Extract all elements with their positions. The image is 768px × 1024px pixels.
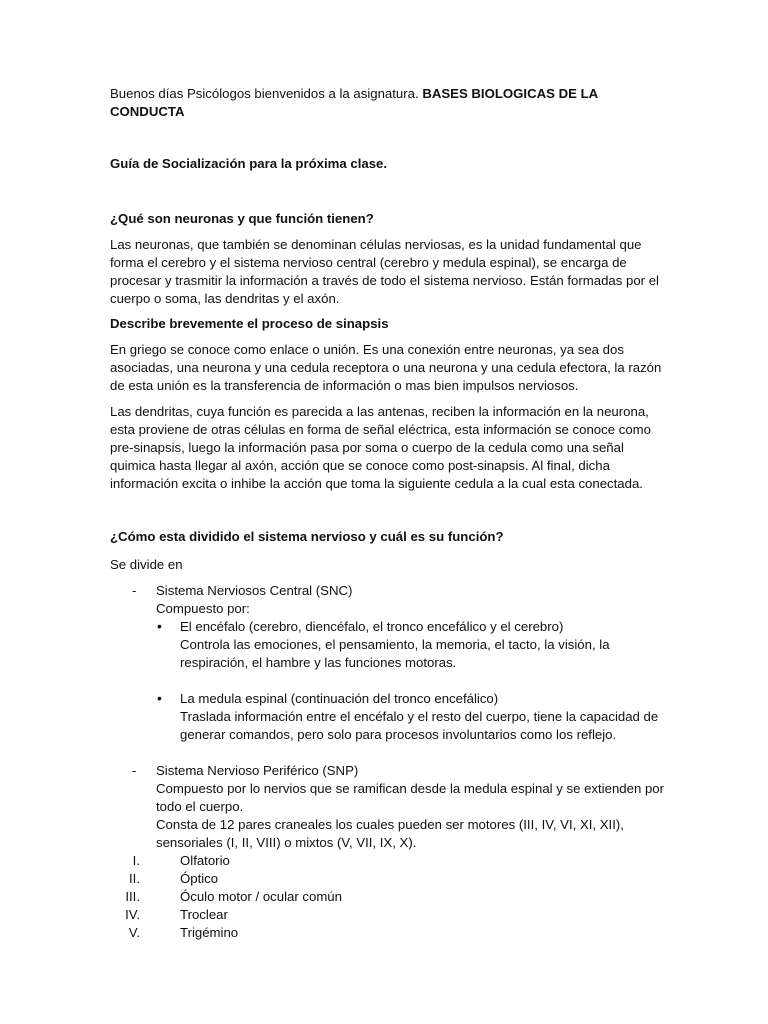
intro-line	[110, 85, 660, 121]
text-line: cuerpo o soma, las dendritas y el axón.	[110, 291, 340, 306]
answer-neuronas	[110, 236, 660, 308]
text-line: sensoriales (I, II, VIII) o mixtos (V, VII, IX, X).	[156, 835, 417, 850]
roman-numeral: IV.	[125, 907, 140, 922]
nerve-item	[110, 852, 660, 870]
snp-title: Sistema Nervioso Periférico (SNP)	[156, 763, 359, 778]
roman-numeral: III.	[125, 889, 140, 904]
question-sinapsis: Describe brevemente el proceso de sinapsis	[110, 316, 389, 331]
nerve-item	[110, 906, 660, 924]
nerve-name: Trigémino	[180, 925, 239, 940]
text-line: Consta de 12 pares craneales los cuales pueden ser motores (III, IV, VI, XI, XII),	[156, 817, 624, 832]
text-line: respiración, el hambre y las funciones motoras.	[180, 655, 457, 670]
bullet-item-encefalo	[110, 618, 660, 672]
document-page	[110, 85, 665, 942]
nerve-item	[110, 888, 660, 906]
text-line: pre-sinapsis, luego la información pasa por soma o cuerpo de la cedula como una señal	[110, 440, 624, 455]
text-line: procesar y trasmitir la información a través de todo el sistema nervioso. Están formadas por el	[110, 273, 659, 288]
roman-numeral: V.	[128, 925, 140, 940]
text-line: Las neuronas, que también se denominan células nerviosas, es la unidad fundamental que	[110, 237, 642, 252]
medula-title: La medula espinal (continuación del tronco encefálico)	[180, 691, 499, 706]
nerve-item	[110, 924, 660, 942]
dash-marker: -	[132, 583, 137, 598]
text-line: todo el cuerpo.	[156, 799, 244, 814]
dash-marker: -	[132, 763, 137, 778]
nerve-name: Óculo motor / ocular común	[180, 889, 342, 904]
snc-title: Sistema Nerviosos Central (SNC)	[156, 583, 353, 598]
question-neuronas: ¿Qué son neuronas y que función tienen?	[110, 211, 374, 226]
text-line: forma el cerebro y el sistema nervioso central (cerebro y medula espinal), se encarga de	[110, 255, 627, 270]
list-item-snp	[110, 762, 665, 852]
greeting-text: Buenos días Psicólogos bienvenidos a la asignatura.	[110, 86, 423, 101]
roman-numeral: II.	[129, 871, 140, 886]
course-title: BASES BIOLOGICAS DE LA CONDUCTA	[110, 86, 598, 119]
text-line: información excita o inhibe la acción que toma la siguiente cedula a la cual esta conectada.	[110, 476, 643, 491]
answer-sinapsis-2	[110, 403, 660, 493]
bullet-item-medula	[110, 690, 660, 744]
divide-intro: Se divide en	[110, 557, 183, 572]
nerve-name: Troclear	[180, 907, 228, 922]
question-sistema-nervioso: ¿Cómo esta dividido el sistema nervioso y cuál es su función?	[110, 529, 504, 544]
bullet-icon: •	[157, 618, 162, 634]
nerve-name: Óptico	[180, 871, 219, 886]
text-line: asociadas, una neurona y una cedula receptora o una neurona y una cedula efectora, la razón	[110, 360, 662, 375]
roman-numeral: I.	[132, 853, 140, 868]
text-line: quimica hasta llegar al axón, acción que se conoce como post-sinapsis. Al final, dicha	[110, 458, 610, 473]
text-line: Controla las emociones, el pensamiento, la memoria, el tacto, la visión, la	[180, 637, 610, 652]
text-line: de esta unión es la transferencia de información o mas bien impulsos nerviosos.	[110, 378, 579, 393]
text-line: Traslada información entre el encéfalo y el resto del cuerpo, tiene la capacidad de	[180, 709, 659, 724]
nerve-name: Olfatorio	[180, 853, 230, 868]
nerve-item	[110, 870, 660, 888]
guide-title: Guía de Socialización para la próxima clase.	[110, 156, 388, 171]
text-line: esta proviene de otras células en forma de señal eléctrica, esta información se conoce como	[110, 422, 651, 437]
text-line: En griego se conoce como enlace o unión. Es una conexión entre neuronas, ya sea dos	[110, 342, 624, 357]
text-line: Compuesto por lo nervios que se ramifican desde la medula espinal y se extienden por	[156, 781, 665, 796]
bullet-icon: •	[157, 690, 162, 706]
encefalo-title: El encéfalo (cerebro, diencéfalo, el tronco encefálico y el cerebro)	[180, 619, 564, 634]
answer-sinapsis-1	[110, 341, 660, 395]
snc-subtitle: Compuesto por:	[156, 601, 250, 616]
list-item-snc	[110, 582, 660, 618]
text-line: Las dendritas, cuya función es parecida a las antenas, reciben la información en la neurona,	[110, 404, 649, 419]
text-line: generar comandos, pero solo para procesos involuntarios como los reflejo.	[180, 727, 617, 742]
